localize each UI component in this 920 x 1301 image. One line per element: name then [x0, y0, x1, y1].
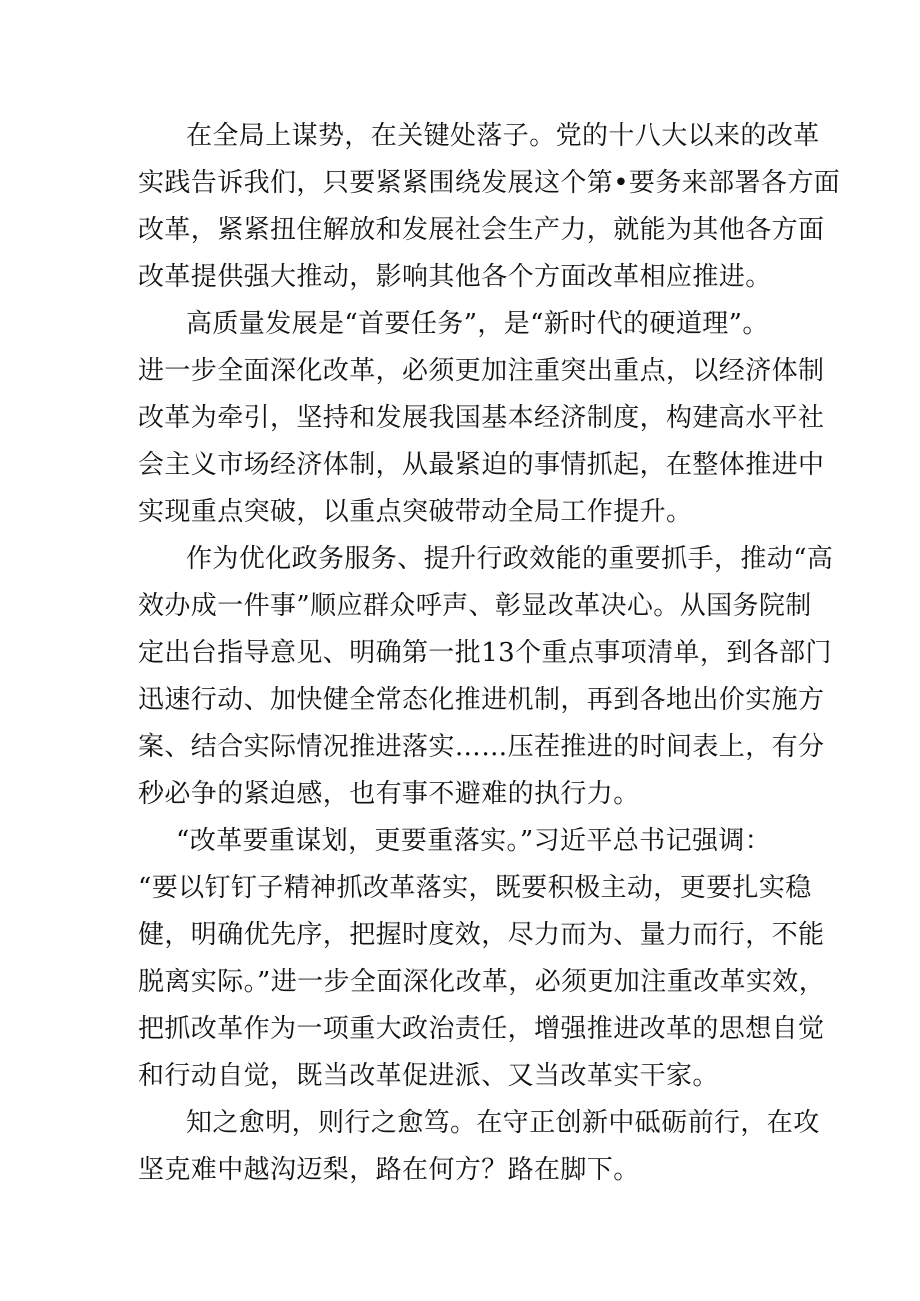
text-line: 改革，紧紧扭住解放和发展社会生产力，就能为其他各方面: [138, 215, 825, 245]
paragraph-3: [138, 536, 834, 818]
text-line: 知之愈明，则行之愈笃。在守正创新中砥砺前行，在攻: [186, 1108, 820, 1138]
body-text: [138, 113, 841, 1194]
text-line: 在全局上谋势，在关键处落子。党的十八大以来的改革: [186, 121, 820, 151]
text-line: 把抓改革作为一项重大政治责任，增强推进改革的思想自觉: [138, 1014, 825, 1044]
paragraph-4: [138, 818, 826, 1100]
text-line: 健，明确优先序，把握时度效，尽力而为、量力而行，不能: [138, 920, 825, 950]
text-line: 实现重点突破，以重点突破带动全局工作提升。: [138, 497, 693, 527]
text-line: 改革提供强大推动，影响其他各个方面改革相应推进。: [138, 262, 772, 292]
text-line: 会主义市场经济体制，从最紧迫的事情抓起，在整体推进中: [138, 450, 825, 480]
text-line: 实践告诉我们，只要紧紧围绕发展这个第•要务来部署各方面: [138, 168, 841, 198]
text-line: 坚克难中越沟迈梨，路在何方？路在脚下。: [138, 1155, 640, 1185]
text-line: 进一步全面深化改革，必须更加注重突出重点，以经济体制: [138, 356, 825, 386]
text-line: 作为优化政务服务、提升行政效能的重要抓手，推动“高: [186, 544, 834, 574]
text-line: “改革要重谋划，更要重落实。”习近平总书记强调：: [176, 826, 772, 856]
text-line: 和行动自觉，既当改革促进派、又当改革实干家。: [138, 1061, 719, 1091]
paragraph-1: [138, 113, 841, 301]
text-line: 改革为牵引，坚持和发展我国基本经济制度，构建高水平社: [138, 403, 825, 433]
text-line: “要以钉钉子精神抓改革落实，既要积极主动，更要扎实稳: [138, 873, 812, 903]
text-line: 高质量发展是“首要任务”，是“新时代的硬道理”。: [186, 309, 769, 339]
paragraph-5: [138, 1100, 820, 1194]
text-line: 迅速行动、加快健全常态化推进机制，再到各地出价实施方: [138, 685, 825, 715]
text-line: 案、结合实际情况推进落实……压茬推进的时间表上，有分: [138, 732, 825, 762]
text-line: 定出台指导意见、明确第一批13个重点事项清单，到各部门: [138, 638, 832, 668]
text-line: 脱离实际。”进一步全面深化改革，必须更加注重改革实效，: [138, 967, 826, 997]
text-line: 效办成一件事”顺应群众呼声、彰显改革决心。从国务院制: [138, 591, 812, 621]
paragraph-2: [138, 301, 825, 536]
text-line: 秒必争的紧迫感，也有事不避难的执行力。: [138, 779, 640, 809]
